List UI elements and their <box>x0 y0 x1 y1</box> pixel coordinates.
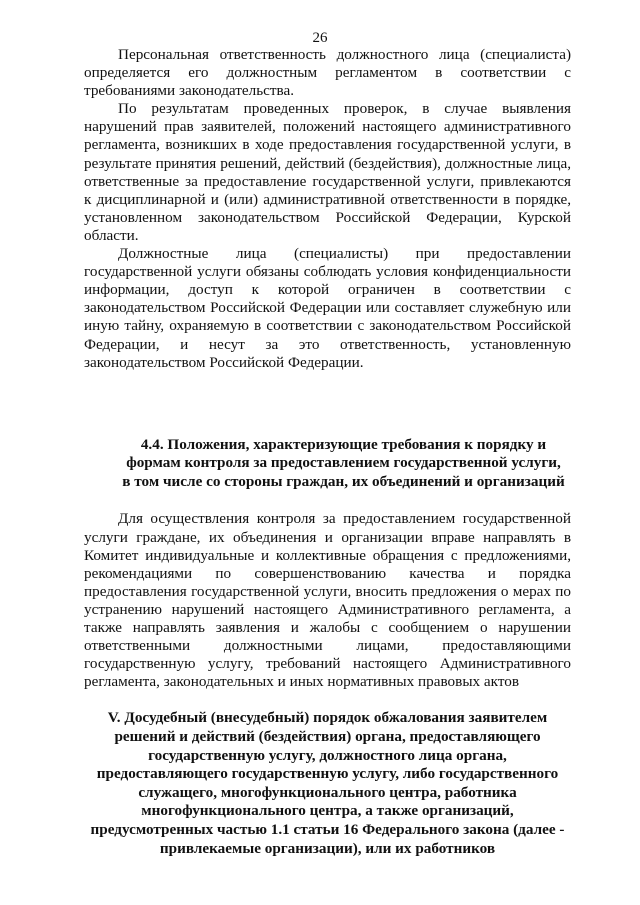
page-number: 26 <box>312 30 328 46</box>
paragraph-confidentiality: Должностные лица (специалисты) при предоставлении государственной услуги обязаны соблюдать условия конфиденциальности информации, доступ к которой ограничен в соответствии с законодательством Российской Федерации или составляет служебную или иную тайну, охраняемую в соответствии с законодательством Российской Федерации, и несут за это ответственность, установленную законодательством Российской Федерации. <box>84 245 571 371</box>
section-4-4-paragraph: Для осуществления контроля за предоставлением государственной услуги граждане, их объединения и организации вправе направлять в Комитет индивидуальные и коллективные обращения с предложениями, рекомендациями по совершенствованию качества и порядка предоставления государственной услуги, вносить предложения о мерах по устранению нарушений настоящего Административного регламента, а также направлять заявления и жалобы с сообщением о нарушении ответственными должностными лицами, предоставляющими государственную услугу, требований настоящего Административного регламента, законодательных и иных нормативных правовых актов <box>84 510 571 691</box>
paragraph-inspection-results: По результатам проведенных проверок, в случае выявления нарушений прав заявителей, положений настоящего административного регламента, возникших в ходе предоставления государственной услуги, в результате принятия решений, действий (бездействия), должностные лица, ответственные за предоставление государственной услуги, привлекаются к дисциплинарной и (или) административной ответственности в порядке, установленном законодательством Российской Федерации, Курской области. <box>84 100 571 244</box>
spacer <box>84 372 571 436</box>
spacer <box>84 691 571 709</box>
document-body <box>84 46 571 858</box>
spacer <box>84 491 571 510</box>
paragraph-personal-responsibility: Персональная ответственность должностного лица (специалиста) определяется его должностным регламентом в соответствии с требованиями законодательства. <box>84 46 571 100</box>
section-4-4-heading: 4.4. Положения, характеризующие требования к порядку и формам контроля за предоставлением государственной услуги, в том числе со стороны граждан, их объединений и организаций <box>122 435 565 490</box>
section-v-heading: V. Досудебный (внесудебный) порядок обжалования заявителем решений и действий (бездействия) органа, предоставляющего государственную услугу, должностного лица органа, предоставляющего государственную услугу, либо государственного служащего, многофункционального центра, работника многофункционального центра, а также организаций, предусмотренных частью 1.1 статьи 16 Федерального закона (далее - привлекаемые организации), или их работников <box>90 709 565 857</box>
